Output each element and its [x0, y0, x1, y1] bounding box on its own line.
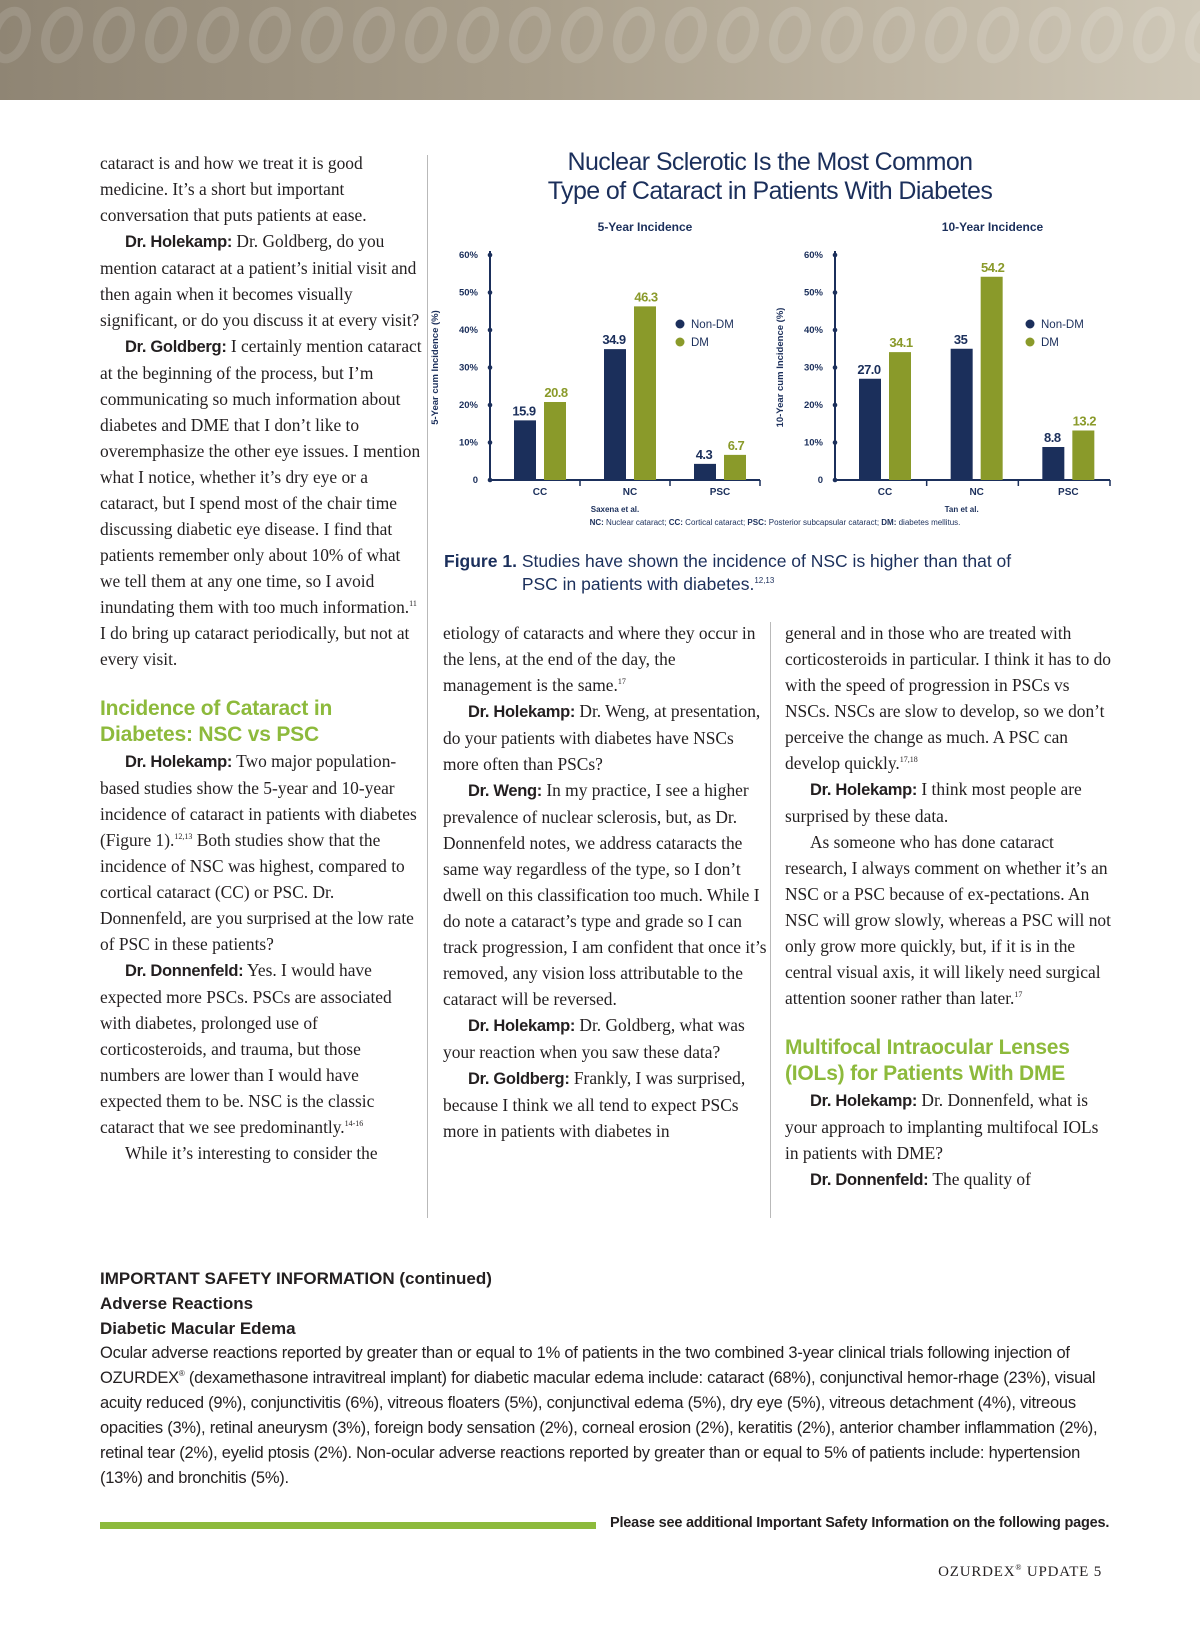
column-divider — [427, 155, 428, 1218]
text-column-3 — [785, 620, 1115, 1193]
x-tick-label: CC — [532, 487, 548, 498]
isi-heading: IMPORTANT SAFETY INFORMATION (continued) — [100, 1269, 492, 1288]
y-tick-label: 10% — [458, 437, 478, 449]
footnote-part: CC: — [668, 518, 683, 527]
paragraph: While it’s interesting to consider the — [125, 1143, 378, 1163]
y-tick-mark — [833, 403, 838, 408]
speaker-name: Dr. Holekamp: — [125, 233, 233, 251]
legend-swatch — [1026, 338, 1035, 347]
y-tick-mark — [488, 290, 493, 295]
registered-mark: ® — [178, 1369, 185, 1378]
y-axis-label: 5-Year cum Incidence (%) — [430, 310, 441, 425]
text-column-1 — [100, 150, 422, 1166]
paragraph: Dr. Holekamp: Dr. Goldberg, what was your reaction when you saw these data? — [443, 1015, 745, 1062]
bar-value-label: 34.1 — [889, 335, 913, 351]
paragraph: Dr. Holekamp: Dr. Donnenfeld, what is your approach to implanting multifocal IOLs in patients with DME? — [785, 1090, 1099, 1163]
speaker-name: Dr. Holekamp: — [468, 703, 576, 721]
isi-body: Ocular adverse reactions reported by greater than or equal to 1% of patients in the two combined 3-year clinical trials following injection of OZURDEX® (dexamethasone intravitreal implant) for diabetic macular edema include: cataract (68%), conjunctival hemor-rhage (23%), visual acuity reduced (9%), conjunctivitis (6%), vitreous floaters (5%), conjunctival edema (5%), dry eye (5%), vitreous detachment (4%), vitreous opacities (3%), retinal aneurysm (3%), foreign body sensation (2%), corneal erosion (2%), keratitis (2%), anterior chamber inflammation (2%), retinal tear (2%), eyelid ptosis (2%). Non-ocular adverse reactions reported by greater than or equal to 5% of patients include: hypertension (13%) and bronchitis (5%). — [100, 1344, 1098, 1487]
reference-superscript: 17 — [617, 677, 626, 686]
banner-ornament — [710, 1, 766, 69]
speaker-name: Dr. Holekamp: — [468, 1017, 576, 1035]
y-tick-label: 50% — [458, 287, 478, 299]
bar-value-label: 54.2 — [981, 259, 1005, 275]
bar-value-label: 35 — [953, 331, 968, 347]
footnote-part: Cortical cataract; — [682, 518, 748, 527]
text-column-2 — [443, 620, 768, 1144]
y-tick-label: 40% — [458, 325, 478, 336]
bar-value-label: 15.9 — [512, 403, 536, 419]
y-tick-mark — [833, 440, 838, 445]
bar-value-label: 46.3 — [634, 289, 658, 305]
banner-ornament — [346, 1, 402, 69]
bar-value-label: 8.8 — [1044, 430, 1061, 445]
bar-value-label: 4.3 — [695, 446, 713, 462]
header-banner — [0, 0, 1200, 100]
bar-dm — [634, 306, 656, 480]
speaker-name: Dr. Holekamp: — [125, 753, 233, 771]
bar-value-label: 6.7 — [727, 437, 745, 453]
bar-non-dm — [694, 464, 716, 480]
banner-ornament — [814, 1, 870, 69]
y-tick-label: 50% — [803, 287, 823, 299]
bar-non-dm — [859, 379, 881, 480]
legend-label: Non-DM — [1041, 319, 1084, 331]
banner-ornament — [190, 1, 246, 69]
speaker-name: Dr. Holekamp: — [810, 781, 918, 799]
chart-footnote — [590, 518, 961, 527]
bar-value-label: 34.9 — [602, 332, 626, 348]
y-tick-mark — [488, 403, 493, 408]
reference-superscript: 12,13 — [174, 832, 193, 841]
banner-ornament — [1178, 1, 1200, 69]
x-tick-label: PSC — [709, 487, 731, 498]
figure-caption: Figure 1. Studies have shown the incidence of NSC is higher than that of PSC in patients with diabetes.$^{12,13}$ — [444, 551, 1012, 594]
paragraph: Dr. Goldberg: I certainly mention cataract at the beginning of the process, but I’m communicating so much information about diabetes and DME that I don’t like to overemphasize the other eye issues. I mention what I notice, whether it’s dry eye or a cataract, but I spend most of the chair time discussing diabetic eye disease. I find that patients remember only about 10% of what we tell them at any one time, so I avoid inundating them with too much information.$^{11}$ I do bring up cataract periodically, but not at every visit. — [100, 336, 422, 669]
accent-rule — [100, 1522, 596, 1529]
paragraph: general and in those who are treated with corticosteroids in particular. I think it has to do with the speed of progression in PSCs vs NSCs. NSCs are slow to develop, so we don’t perceive the change as much. A PSC can develop quickly.$^{17,18}$ — [785, 623, 1112, 773]
banner-ornament — [918, 1, 974, 69]
y-tick-mark — [488, 328, 493, 333]
paragraph: Dr. Donnenfeld: The quality of — [810, 1169, 1031, 1189]
x-tick-label: CC — [877, 487, 893, 498]
x-tick-label: NC — [622, 487, 638, 498]
chart-panel-title: 5-Year Incidence — [597, 220, 693, 234]
paragraph: Dr. Weng: In my practice, I see a higher prevalence of nuclear sclerosis, but, as Dr. Donnenfeld notes, we address cataracts the same way regardless of the type, so I don’t dwell on this classification too much. While I do note a cataract’s type and grade so I can track progression, I am confident that once it’s removed, any vision loss attributable to the cataract will be reversed. — [443, 780, 767, 1009]
bar-non-dm — [951, 349, 973, 480]
y-axis-label: 10-Year cum Incidence (%) — [775, 307, 786, 428]
banner-ornament — [294, 1, 350, 69]
reference-superscript: 17 — [1014, 990, 1023, 999]
y-tick-label: 0 — [472, 475, 478, 486]
bar-dm — [889, 352, 911, 480]
paragraph: Dr. Goldberg: Frankly, I was surprised, because I think we all tend to expect PSCs more in patients with diabetes in — [443, 1068, 746, 1141]
y-tick-mark — [488, 253, 493, 258]
reference-superscript: 11 — [409, 599, 417, 608]
see-more-note: Please see additional Important Safety Information on the following pages. — [610, 1515, 1110, 1531]
bar-non-dm — [514, 420, 536, 480]
chart-source: Tan et al. — [944, 505, 979, 514]
bar-value-label: 13.2 — [1072, 413, 1096, 429]
banner-ornament — [502, 1, 558, 69]
isi-subheading: Diabetic Macular Edema — [100, 1319, 296, 1338]
banner-ornament — [0, 1, 38, 69]
y-tick-label: 30% — [458, 362, 478, 374]
paragraph: Dr. Holekamp: I think most people are surprised by these data. — [785, 779, 1082, 826]
paragraph: As someone who has done cataract research, I always comment on whether it’s an NSC or a PSC because of ex-pectations. An NSC will grow slowly, whereas a PSC will not only grow more quickly, but, if it is in the central visual axis, it will likely need surgical attention sooner rather than later.$^{17}$ — [785, 832, 1111, 1008]
banner-ornament — [138, 1, 194, 69]
paragraph: etiology of cataracts and where they occur in the lens, at the end of the day, the management is the same.$^{17}$ — [443, 623, 756, 695]
figure-title: Nuclear Sclerotic Is the Most Common Type of Cataract in Patients With Diabetes — [547, 148, 993, 205]
y-tick-label: 10% — [803, 437, 823, 449]
bar-dm — [1072, 431, 1094, 481]
legend-label: DM — [691, 337, 709, 349]
figure-chart — [430, 215, 1120, 535]
footnote-part: NC: — [589, 518, 604, 527]
banner-ornament — [242, 1, 298, 69]
y-tick-label: 40% — [803, 325, 823, 336]
bar-non-dm — [1042, 447, 1064, 480]
footnote-part: Posterior subcapsular cataract; — [766, 518, 882, 527]
y-tick-label: 30% — [803, 362, 823, 374]
banner-ornament — [450, 1, 506, 69]
banner-ornament — [762, 1, 818, 69]
bar-dm — [981, 277, 1003, 480]
y-tick-mark — [833, 365, 838, 370]
speaker-name: Dr. Weng: — [468, 782, 542, 800]
chart-source: Saxena et al. — [590, 505, 640, 514]
banner-ornament — [86, 1, 142, 69]
paragraph: cataract is and how we treat it is good medicine. It’s a short but important conversation that puts patients at ease. — [100, 153, 367, 225]
chart-panel-title: 10-Year Incidence — [941, 220, 1044, 234]
x-tick-label: PSC — [1058, 487, 1079, 498]
reference-superscript: 12,13 — [754, 576, 775, 585]
paragraph: Dr. Holekamp: Dr. Weng, at presentation, do your patients with diabetes have NSCs more often than PSCs? — [443, 701, 761, 774]
legend-swatch — [676, 320, 685, 329]
column-divider — [770, 622, 771, 1218]
page-folio: OZURDEX® UPDATE 5 — [938, 1563, 1102, 1580]
speaker-name: Dr. Donnenfeld: — [125, 962, 244, 980]
footnote-part: Nuclear cataract; — [603, 518, 669, 527]
footnote-part: DM: — [881, 518, 897, 527]
bar-dm — [544, 402, 566, 480]
banner-ornament — [866, 1, 922, 69]
y-tick-label: 60% — [458, 250, 478, 261]
reference-superscript: 14-16 — [344, 1119, 364, 1128]
legend-label: DM — [1041, 337, 1059, 349]
y-tick-label: 20% — [458, 400, 478, 411]
banner-ornament — [554, 1, 610, 69]
bar-value-label: 20.8 — [544, 385, 568, 400]
bar-non-dm — [604, 349, 626, 480]
x-tick-label: NC — [969, 487, 984, 498]
speaker-name: Dr. Donnenfeld: — [810, 1171, 929, 1189]
y-tick-mark — [488, 365, 493, 370]
legend-swatch — [676, 338, 685, 347]
speaker-name: Dr. Holekamp: — [810, 1092, 918, 1110]
bar-value-label: 27.0 — [857, 361, 881, 377]
isi-subheading: Adverse Reactions — [100, 1294, 254, 1313]
y-tick-mark — [833, 290, 838, 295]
banner-ornament — [398, 1, 454, 69]
section-heading: Multifocal Intraocular Lenses (IOLs) for Patients With DME — [785, 1036, 1070, 1085]
banner-ornament — [606, 1, 662, 69]
y-tick-label: 20% — [803, 400, 823, 411]
banner-ornament — [1074, 1, 1130, 69]
paragraph: Dr. Holekamp: Dr. Goldberg, do you mention cataract at a patient’s initial visit and then again when it becomes visually significant, or do you discuss it at every visit? — [100, 231, 420, 330]
banner-ornament — [970, 1, 1026, 69]
y-tick-mark — [833, 328, 838, 333]
paragraph: Dr. Donnenfeld: Yes. I would have expected more PSCs. PSCs are associated with diabetes, prolonged use of corticosteroids, and trauma, but those numbers are lower than I would have expected them to be. NSC is the classic cataract that we see predominantly.$^{14-16}$ — [100, 960, 392, 1137]
safety-information — [100, 1266, 1100, 1491]
banner-ornament — [658, 1, 714, 69]
y-tick-label: 0 — [817, 475, 823, 486]
section-heading: Incidence of Cataract in Diabetes: NSC vs PSC — [100, 697, 333, 746]
speaker-name: Dr. Goldberg: — [468, 1070, 570, 1088]
legend-swatch — [1026, 320, 1035, 329]
banner-ornament — [1126, 1, 1182, 69]
reference-superscript: 17,18 — [899, 755, 918, 764]
paragraph: Dr. Holekamp: Two major population-based studies show the 5-year and 10-year incidence of cataract in patients with diabetes (Figure 1).$^{12,13}$ Both studies show that the incidence of NSC was highest, compared to cortical cataract (CC) or PSC. Dr. Donnenfeld, are you surprised at the low rate of PSC in these patients? — [100, 751, 417, 954]
speaker-name: Dr. Goldberg: — [125, 338, 227, 356]
banner-ornament — [34, 1, 90, 69]
figure-label: Figure 1. — [444, 551, 517, 571]
bar-dm — [724, 455, 746, 480]
y-tick-mark — [488, 440, 493, 445]
legend-label: Non-DM — [691, 319, 734, 331]
footnote-part: diabetes mellitus. — [896, 518, 961, 527]
footnote-part: PSC: — [747, 518, 767, 527]
y-tick-label: 60% — [803, 250, 823, 261]
y-tick-mark — [833, 253, 838, 258]
banner-ornament — [1022, 1, 1078, 69]
